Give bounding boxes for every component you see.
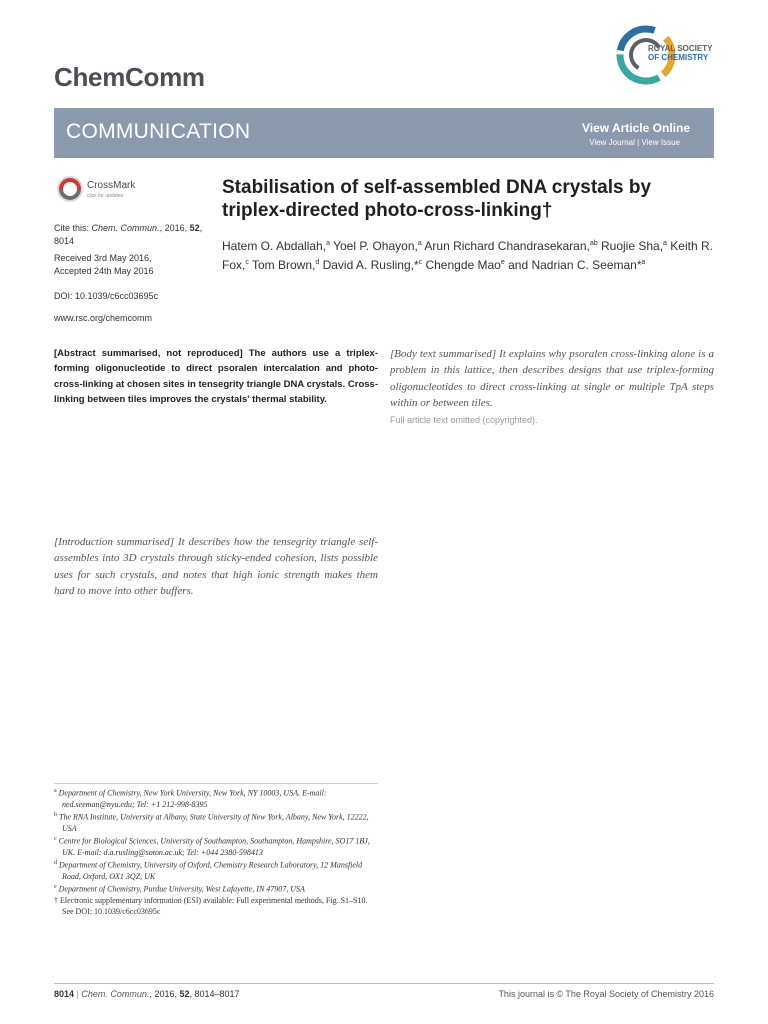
doi[interactable]: DOI: 10.1039/c6cc03695c bbox=[54, 291, 159, 301]
rsc-wordmark-line2: OF CHEMISTRY bbox=[648, 53, 709, 62]
author-name: Arun Richard Chandrasekaran, bbox=[424, 239, 590, 253]
body-summary: [Body text summarised] It explains why psoralen cross-linking alone is a problem in this lattice, then describes designs that use triplex-forming oligonucleotides to direct cross-linking at single or multiple TpA steps within or between tiles. bbox=[390, 348, 714, 410]
author-name: David A. Rusling,* bbox=[322, 257, 419, 272]
author-name: Hatem O. Abdallah, bbox=[222, 239, 327, 253]
crossmark-label: CrossMark bbox=[87, 180, 136, 191]
footnote-affiliation bbox=[54, 810, 378, 834]
article-title: Stabilisation of self-assembled DNA crystals by triplex-directed photo-cross-linking† bbox=[222, 177, 652, 221]
footer-separator: | bbox=[76, 989, 79, 999]
body-column-left bbox=[54, 534, 378, 600]
footnote-affiliation bbox=[54, 786, 378, 810]
cite-year: , 2016, bbox=[159, 223, 188, 233]
footnote-text: Department of Chemistry, Purdue University, West Lafayette, IN 47907, USA bbox=[58, 884, 305, 894]
view-issue-link[interactable]: View Issue bbox=[641, 138, 680, 147]
crossmark-icon bbox=[56, 175, 84, 203]
author-affiliation-mark: e bbox=[500, 258, 505, 266]
footnote-affiliation bbox=[54, 882, 378, 895]
received-date: Received 3rd May 2016, bbox=[54, 253, 152, 263]
author-affiliation-mark: ab bbox=[589, 240, 598, 247]
footnote-text: The RNA Institute, University at Albany, State University of New York, Albany, New York, 12222, USA bbox=[59, 812, 369, 833]
article-type: COMMUNICATION bbox=[66, 120, 251, 143]
footer-journal: Chem. Commun. bbox=[81, 989, 150, 999]
footnote-text: Department of Chemistry, University of Oxford, Chemistry Research Laboratory, 12 Mansfield Road, Oxford, OX1 3QZ, UK bbox=[59, 860, 363, 882]
author-affiliation-mark: a bbox=[417, 240, 422, 247]
crossmark-badge[interactable] bbox=[56, 175, 176, 205]
cite-journal: Chem. Commun. bbox=[91, 223, 160, 233]
footer-year: , 2016, bbox=[149, 989, 177, 999]
footer-volume: 52 bbox=[179, 989, 190, 999]
author-affiliation-mark: a bbox=[641, 258, 646, 266]
dates bbox=[54, 252, 204, 278]
copyright-notice: This journal is © The Royal Society of Chemistry 2016 bbox=[498, 989, 714, 999]
author-affiliation-mark: c bbox=[418, 258, 423, 266]
author-name: Yoel P. Ohayon, bbox=[333, 239, 418, 253]
author-name: Keith R. Fox, bbox=[222, 239, 713, 272]
page-footer-left bbox=[54, 989, 240, 999]
footnote-mark: c bbox=[54, 836, 57, 843]
footnote-text: Centre for Biological Sciences, University of Southampton, Southampton, Hampshire, SO17 1BJ, UK. E-mail: d.a.rusling@soton.ac.uk; Tel: +044 2380-598413 bbox=[58, 836, 370, 857]
author-list bbox=[222, 236, 714, 273]
footnote-divider bbox=[54, 783, 378, 784]
author-affiliation-mark: a bbox=[326, 240, 330, 247]
footer-pages: , 8014–8017 bbox=[189, 989, 240, 999]
rsc-wordmark-line1: ROYAL SOCIETY bbox=[648, 44, 713, 53]
author-affiliation-mark: d bbox=[315, 258, 320, 266]
author-affiliation-mark: a bbox=[663, 240, 667, 247]
author-affiliation-mark: c bbox=[245, 258, 249, 266]
article-type-banner bbox=[54, 108, 714, 158]
journal-url[interactable]: www.rsc.org/chemcomm bbox=[54, 313, 153, 323]
cite-volume: 52 bbox=[189, 223, 200, 233]
cite-prefix: Cite this: bbox=[54, 223, 90, 233]
banner-sublinks bbox=[589, 138, 680, 147]
esi-footnote: † Electronic supplementary information (ESI) available: Full experimental methods, Fig. S1–S10. See DOI: 10.1039/c6cc03695c bbox=[54, 896, 368, 917]
rsc-wordmark bbox=[648, 44, 712, 62]
omitted-text-note: Full article text omitted (copyrighted). bbox=[390, 414, 538, 425]
cite-pages: , 8014 bbox=[54, 223, 203, 246]
author-name: and Nadrian C. Seeman* bbox=[508, 257, 642, 272]
footnote-affiliation bbox=[54, 834, 378, 858]
author-name: Chengde Mao bbox=[425, 257, 501, 272]
author-name: Tom Brown, bbox=[251, 257, 316, 272]
footer-divider bbox=[54, 983, 714, 984]
journal-name: ChemComm bbox=[54, 62, 205, 92]
page-number: 8014 bbox=[54, 989, 75, 999]
body-column-right bbox=[390, 346, 714, 428]
banner-separator: | bbox=[637, 138, 640, 147]
footnote-affiliation bbox=[54, 858, 378, 882]
view-journal-link[interactable]: View Journal bbox=[589, 138, 635, 147]
citation bbox=[54, 222, 204, 248]
body-summary: [Introduction summarised] It describes how the tensegrity triangle self-assembles into 3D crystals through sticky-ended cohesion, lists possible uses for such crystals, and notes that high ionic strength makes them hard to move into other buffers. bbox=[54, 536, 378, 598]
footnotes bbox=[54, 786, 378, 918]
author-name: Ruojie Sha, bbox=[600, 239, 664, 253]
footnote-mark: e bbox=[54, 884, 57, 891]
footnote-mark: a bbox=[54, 788, 57, 794]
footnote-mark: d bbox=[54, 860, 57, 867]
view-article-online-link[interactable]: View Article Online bbox=[581, 121, 690, 135]
abstract: [Abstract summarised, not reproduced] The authors use a triplex-forming oligonucleotide to direct psoralen intercalation and photo-cross-linking at chosen sites in tensegrity triangle DNA crystals. Cross-linking between tiles improves the crystals' thermal stability. bbox=[54, 348, 378, 406]
accepted-date: Accepted 24th May 2016 bbox=[54, 266, 154, 276]
footnote-mark: b bbox=[54, 812, 57, 819]
footnote-text: Department of Chemistry, New York University, New York, NY 10003, USA. E-mail: ned.seeman@nyu.edu; Tel: +1 212-998-8395 bbox=[58, 788, 327, 809]
crossmark-sub: click for updates bbox=[87, 193, 124, 199]
